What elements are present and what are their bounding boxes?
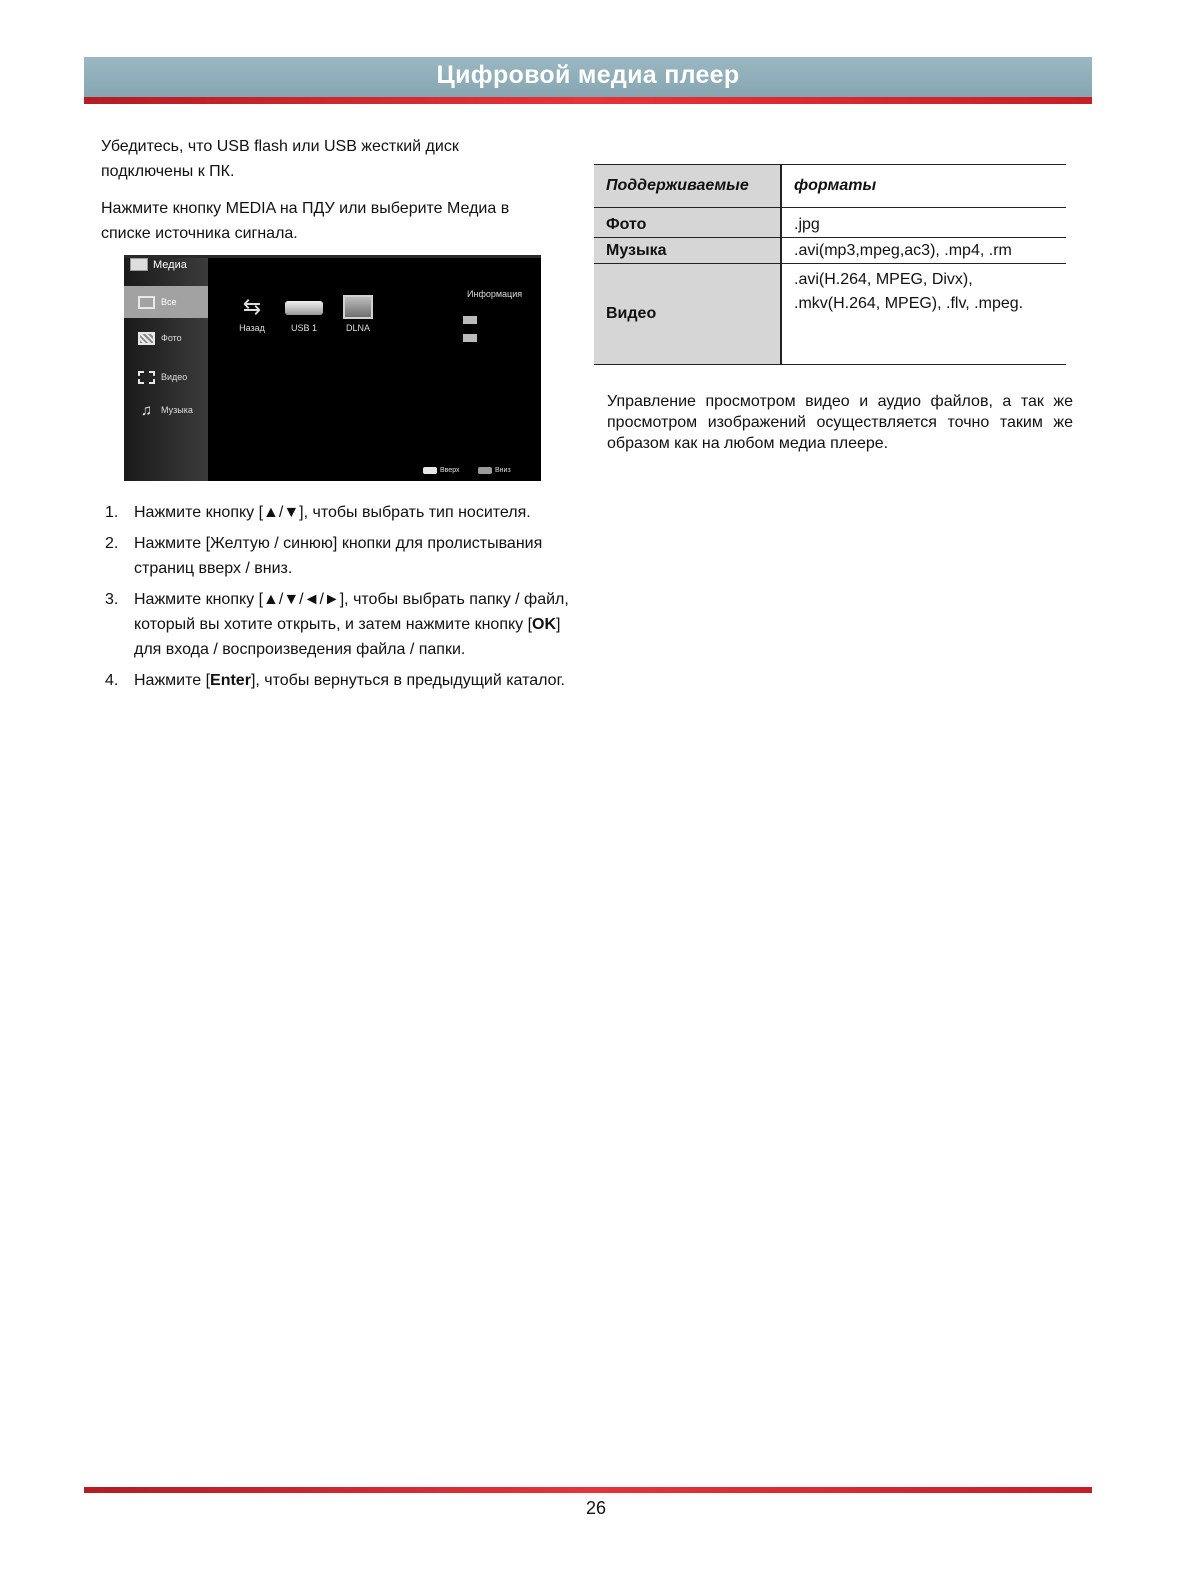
step-number: 2. <box>105 535 119 552</box>
cell-formats: .avi(H.264, MPEG, Divx), .mkv(H.264, MPEG), .flv, .mpeg. <box>781 264 1066 365</box>
table-row <box>594 238 1066 264</box>
yellow-key-swatch <box>423 467 437 474</box>
intro-paragraph-2: Нажмите кнопку MEDIA на ПДУ или выберите Медиа в списке источника сигнала. <box>101 200 510 242</box>
folder-icon <box>463 334 477 342</box>
step-text: Нажмите [ <box>134 672 211 689</box>
music-note-icon: ♫ <box>140 401 153 419</box>
cell-type: Музыка <box>594 238 781 264</box>
cell-type: Фото <box>594 212 781 238</box>
tv-device-back[interactable] <box>227 295 277 333</box>
cell-type: Видео <box>594 264 781 365</box>
step-number: 4. <box>105 672 119 689</box>
tv-device-label: DLNA <box>345 323 370 333</box>
cell-formats: .avi(mp3,mpeg,ac3), .mp4, .rm <box>781 238 1066 264</box>
film-icon <box>138 371 155 384</box>
step-text: Нажмите кнопку [▲/▼/◄/►], чтобы выбрать папку / файл, который вы хотите открыть, и затем нажмите кнопку [ <box>134 591 569 633</box>
monitor-icon <box>138 296 155 309</box>
tv-media-screenshot <box>124 255 541 481</box>
tv-menu-label: Фото <box>161 333 182 343</box>
tv-menu-item-photo[interactable] <box>124 322 208 354</box>
step-number: 3. <box>105 591 119 608</box>
section-title: Цифровой медиа плеер <box>436 61 740 89</box>
step-text: Нажмите [Желтую / синюю] кнопки для пролистывания страниц вверх / вниз. <box>134 535 543 577</box>
media-icon <box>130 258 148 271</box>
tv-legend-down <box>478 467 511 474</box>
page-number: 26 <box>585 1498 607 1518</box>
table-row <box>594 212 1066 238</box>
list-item <box>105 587 575 662</box>
blue-key-swatch <box>478 467 492 474</box>
header-cell-formats: форматы <box>781 165 1066 208</box>
tv-device-dlna[interactable] <box>333 295 383 333</box>
tv-menu-label: Видео <box>161 372 188 382</box>
step-number: 1. <box>105 504 119 521</box>
step-text: ] для входа / воспроизведения файла / папки. <box>134 616 561 658</box>
steps-list <box>105 500 575 699</box>
tv-menu-label: Музыка <box>161 405 193 415</box>
intro-paragraph-1: Убедитесь, что USB flash или USB жесткий диск подключены к ПК. <box>101 138 459 180</box>
tv-title <box>130 258 187 271</box>
tv-title-label: Медиа <box>153 258 187 271</box>
header-red-rule <box>84 97 1092 104</box>
dlna-icon <box>343 295 373 319</box>
table-header-row <box>594 165 1066 208</box>
list-item <box>105 531 575 581</box>
formats-table <box>594 164 1066 365</box>
tv-menu-item-music[interactable] <box>124 394 208 426</box>
folder-icon <box>463 316 477 324</box>
tv-legend-up <box>423 467 460 474</box>
ok-key-label: OK <box>532 616 557 633</box>
usage-note: Управление просмотром видео и аудио файлов, а так же просмотром изображений осуществляется точно таким же образом как на любом медиа плеере. <box>607 393 1073 452</box>
tv-device-usb1[interactable] <box>279 295 329 333</box>
cell-formats: .jpg <box>781 212 1066 238</box>
list-item <box>105 500 575 525</box>
enter-key-label: Enter <box>210 672 251 689</box>
step-text: Нажмите кнопку [▲/▼], чтобы выбрать тип носителя. <box>134 504 531 521</box>
step-text: ], чтобы вернуться в предыдущий каталог. <box>250 672 565 689</box>
table-row <box>594 264 1066 365</box>
back-arrow-icon: ⇆ <box>242 294 262 319</box>
tv-menu-item-video[interactable] <box>124 361 208 393</box>
tv-info-label: Информация <box>467 289 523 299</box>
footer-red-rule <box>84 1487 1092 1493</box>
tv-legend-label: Вверх <box>440 467 460 474</box>
photo-icon <box>138 332 155 345</box>
tv-legend-label: Вниз <box>495 467 511 474</box>
section-header-bar <box>84 57 1092 97</box>
tv-menu-item-all[interactable] <box>124 286 208 318</box>
header-cell-type: Поддерживаемые <box>594 165 781 208</box>
usb-drive-icon <box>285 301 323 315</box>
tv-device-label: Назад <box>239 323 265 333</box>
list-item <box>105 668 575 693</box>
tv-menu-label: Все <box>161 297 177 307</box>
tv-device-label: USB 1 <box>290 323 317 333</box>
